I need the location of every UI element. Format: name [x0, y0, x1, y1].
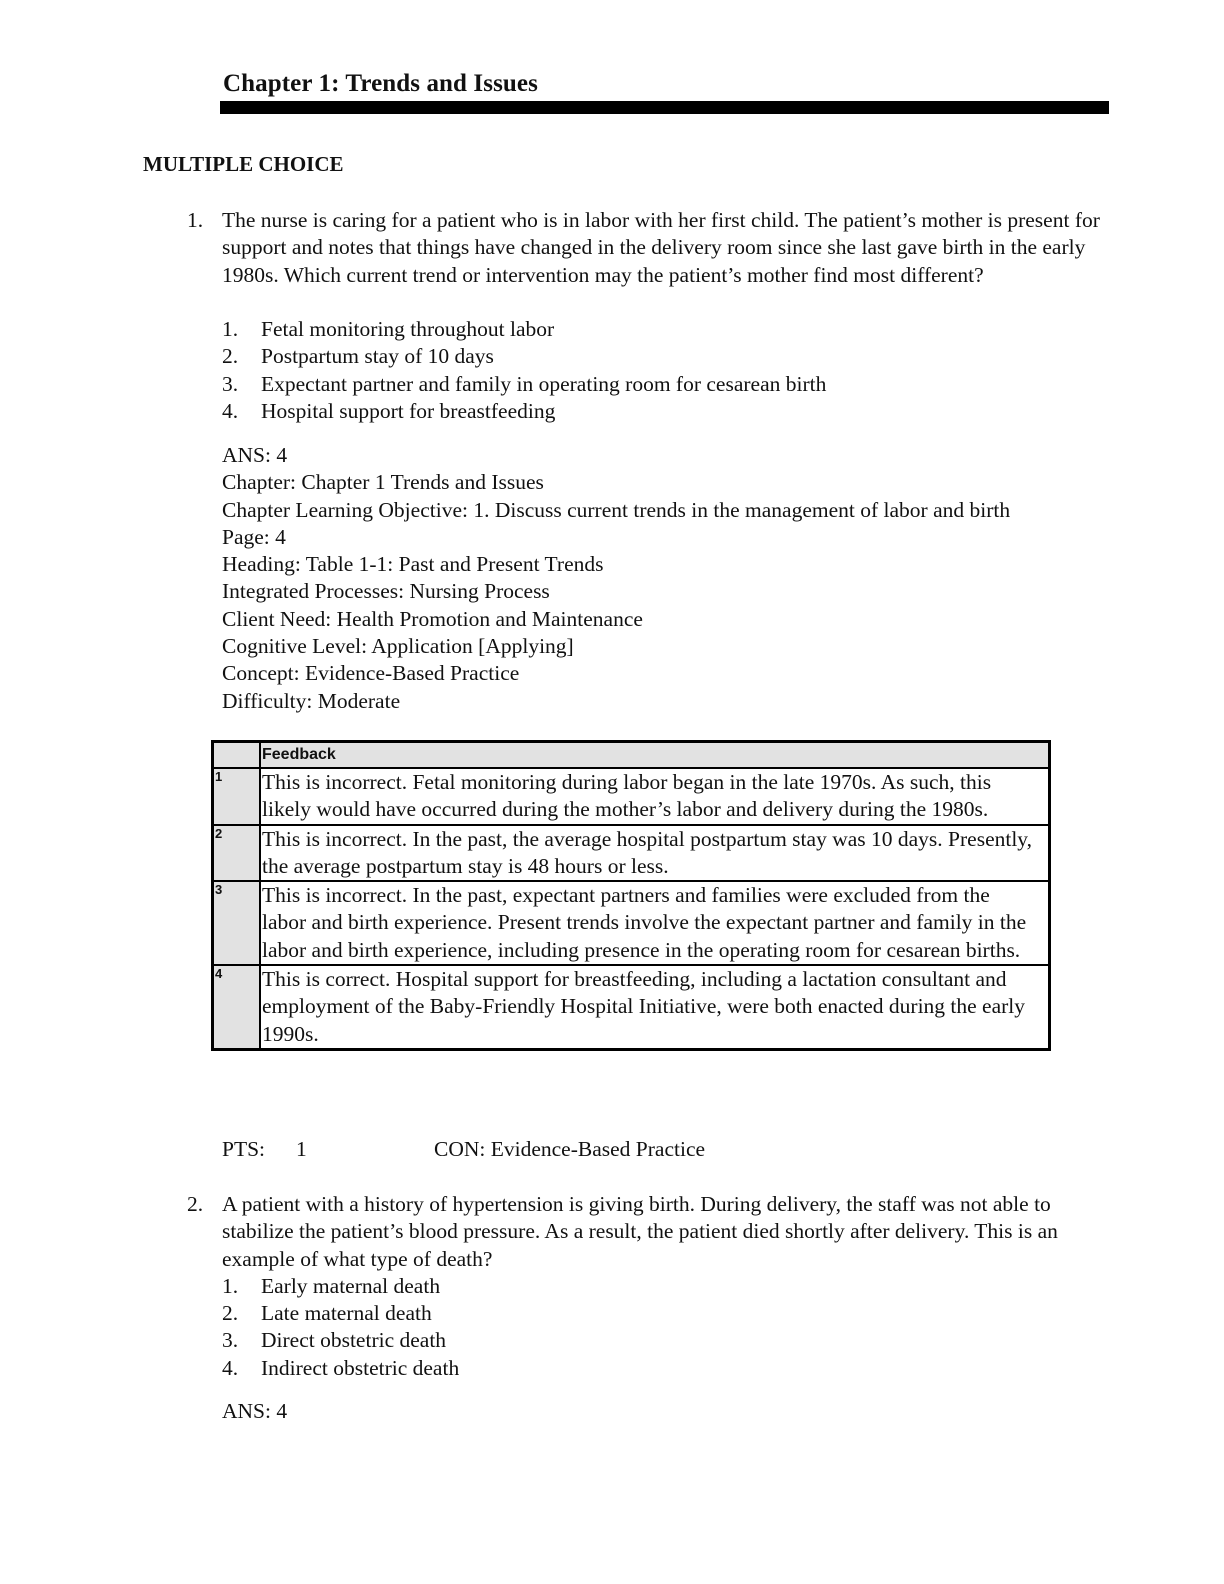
- answer-option: 3. Direct obstetric death: [222, 1328, 447, 1352]
- concept-tag: CON: Evidence-Based Practice: [434, 1137, 706, 1161]
- meta-chapter: Chapter: Chapter 1 Trends and Issues: [222, 470, 544, 495]
- answer-key: ANS: 4: [222, 443, 288, 467]
- table-row: [213, 965, 1050, 1049]
- feedback-text: This is correct. Hospital support for breastfeeding, including a lactation consultant and employment of the Baby-Friendly Hospital Initiative, were both enacted during the early 1990s.: [260, 965, 1050, 1049]
- question-number: 2.: [187, 1192, 204, 1216]
- answer-key: ANS: 4: [222, 1399, 288, 1423]
- question-number: 1.: [187, 208, 204, 232]
- answer-option: 2. Late maternal death: [222, 1301, 432, 1325]
- feedback-header: Feedback: [260, 742, 1050, 769]
- question-metadata: [222, 442, 1122, 715]
- feedback-option-number: 4: [213, 965, 261, 1049]
- points-label: PTS:: [222, 1137, 266, 1161]
- answer-option: 4. Hospital support for breastfeeding: [222, 399, 556, 423]
- feedback-header-row: [213, 742, 1050, 769]
- table-row: [213, 825, 1050, 882]
- chapter-title: Chapter 1: Trends and Issues: [223, 70, 538, 97]
- feedback-text: This is incorrect. Fetal monitoring during labor began in the late 1970s. As such, this likely would have occurred during the mother’s labor and delivery during the 1980s.: [260, 768, 1050, 825]
- answer-option: 4. Indirect obstetric death: [222, 1356, 460, 1380]
- points-value: 1: [296, 1137, 307, 1161]
- question-stem: A patient with a history of hypertension is giving birth. During delivery, the staff was not able to stabilize the patient’s blood pressure. As a result, the patient died shortly after delivery. This is an example of what type of death?: [222, 1192, 1058, 1271]
- meta-objective: Chapter Learning Objective: 1. Discuss current trends in the management of labor and birth: [222, 497, 1011, 522]
- meta-difficulty: Difficulty: Moderate: [222, 688, 401, 713]
- question-stem: The nurse is caring for a patient who is in labor with her first child. The patient’s mother is present for support and notes that things have changed in the delivery room since she last gave birth in the early 1980s. Which current trend or intervention may the patient’s mother find most different?: [222, 208, 1100, 287]
- feedback-text: This is incorrect. In the past, expectant partners and families were excluded from the labor and birth experience. Present trends involve the expectant partner and family in the labor and birth experience, including presence in the operating room for cesarean births.: [260, 881, 1050, 965]
- table-row: [213, 768, 1050, 825]
- meta-processes: Integrated Processes: Nursing Process: [222, 579, 550, 604]
- feedback-option-number: 1: [213, 768, 261, 825]
- answer-option: 1. Early maternal death: [222, 1274, 441, 1298]
- answer-option: 2. Postpartum stay of 10 days: [222, 344, 494, 368]
- section-heading: MULTIPLE CHOICE: [143, 152, 344, 176]
- meta-concept: Concept: Evidence-Based Practice: [222, 661, 520, 686]
- feedback-option-number: 3: [213, 881, 261, 965]
- feedback-text: This is incorrect. In the past, the average hospital postpartum stay was 10 days. Presently, the average postpartum stay is 48 hours or less.: [260, 825, 1050, 882]
- answer-option: 1. Fetal monitoring throughout labor: [222, 317, 555, 341]
- meta-client-need: Client Need: Health Promotion and Maintenance: [222, 606, 643, 631]
- title-rule: [220, 101, 1109, 114]
- answer-option: 3. Expectant partner and family in operating room for cesarean birth: [222, 372, 827, 396]
- meta-cognitive-level: Cognitive Level: Application [Applying]: [222, 634, 574, 659]
- feedback-option-number: 2: [213, 825, 261, 882]
- meta-heading: Heading: Table 1-1: Past and Present Trends: [222, 552, 604, 577]
- meta-page: Page: 4: [222, 524, 286, 549]
- feedback-table: [211, 740, 1051, 1051]
- table-row: [213, 881, 1050, 965]
